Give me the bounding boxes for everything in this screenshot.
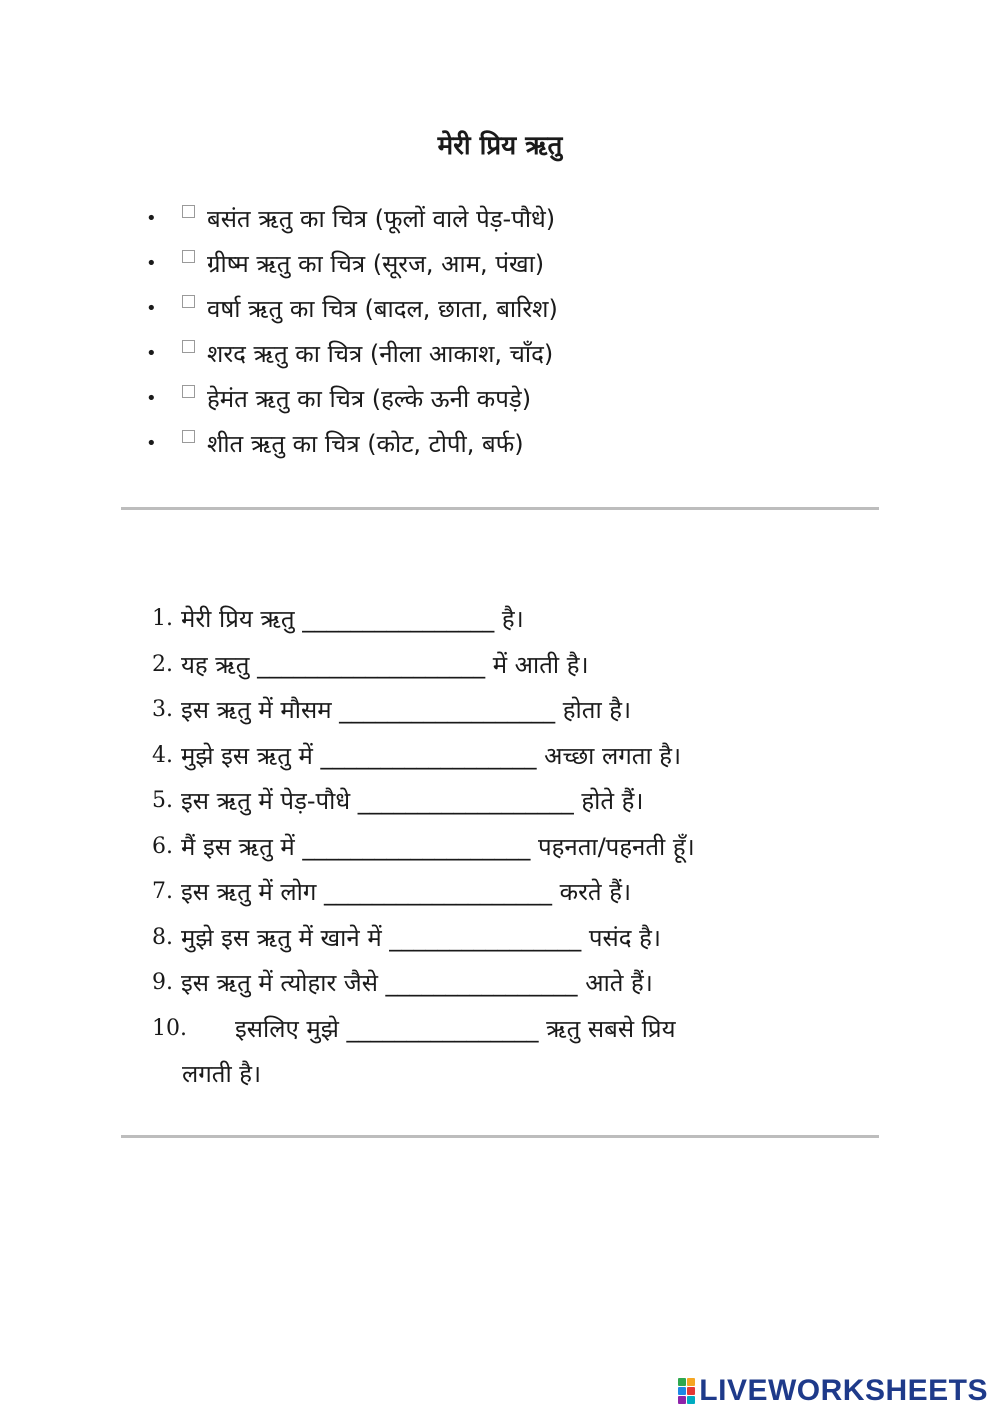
question-text: मुझे इस ऋतु में __________________ अच्छा लगता है।: [181, 741, 682, 770]
divider: [121, 507, 879, 510]
divider: [121, 1135, 879, 1138]
question-text: यह ऋतु ___________________ में आती है।: [181, 650, 589, 679]
question-number: 7.: [152, 879, 173, 905]
question-text: इसलिए मुझे ________________ ऋतु सबसे प्रिय: [235, 1014, 676, 1043]
question-item: [152, 642, 872, 688]
question-item: [152, 596, 872, 642]
checklist-item-label: वर्षा ऋतु का चित्र (बादल, छाता, बारिश): [207, 295, 558, 323]
question-text: इस ऋतु में त्योहार जैसे ________________ आते हैं।: [181, 969, 653, 998]
question-item: [152, 778, 872, 824]
bullet: •: [146, 388, 157, 409]
question-text: लगती है।: [182, 1060, 262, 1089]
checklist-item-label: हेमंत ऋतु का चित्र (हल्के ऊनी कपड़े): [207, 385, 532, 413]
checkbox[interactable]: [182, 295, 195, 308]
checklist-item-label: ग्रीष्म ऋतु का चित्र (सूरज, आम, पंखा): [207, 250, 545, 278]
checklist-item-label: शीत ऋतु का चित्र (कोट, टोपी, बर्फ): [207, 430, 524, 458]
checkbox[interactable]: [182, 430, 195, 443]
bullet: •: [146, 298, 157, 319]
bullet: •: [146, 253, 157, 274]
list-item: [146, 421, 558, 466]
checkbox[interactable]: [182, 250, 195, 263]
question-text: मुझे इस ऋतु में खाने में ________________ पसंद है।: [181, 923, 661, 952]
question-number: 5.: [152, 788, 173, 814]
list-item: [146, 331, 558, 376]
question-item: [152, 915, 872, 961]
checklist-item-label: बसंत ऋतु का चित्र (फूलों वाले पेड़-पौधे): [207, 205, 556, 233]
checklist-item-label: शरद ऋतु का चित्र (नीला आकाश, चाँद): [207, 340, 554, 368]
question-item: [152, 733, 872, 779]
question-text: मैं इस ऋतु में ___________________ पहनता/पहनती हूँ।: [181, 832, 695, 861]
question-text: इस ऋतु में मौसम __________________ होता है।: [181, 696, 632, 725]
question-text: इस ऋतु में पेड़-पौधे __________________ होते हैं।: [181, 787, 644, 816]
question-number: 9.: [152, 970, 173, 996]
picture-checklist: [146, 196, 558, 466]
question-number: 1.: [152, 606, 173, 632]
question-number: 4.: [152, 742, 173, 768]
fill-in-questions: [152, 596, 872, 1097]
bullet: •: [146, 343, 157, 364]
list-item: [146, 196, 558, 241]
question-text: मेरी प्रिय ऋतु ________________ है।: [181, 605, 524, 634]
question-number: 10.: [152, 1015, 187, 1041]
checkbox[interactable]: [182, 385, 195, 398]
checkbox[interactable]: [182, 340, 195, 353]
question-number: 8.: [152, 924, 173, 950]
logo-text: LIVEWORKSHEETS: [699, 1374, 988, 1407]
list-item: [146, 241, 558, 286]
bullet: •: [146, 208, 157, 229]
question-item: [152, 824, 872, 870]
question-number: 6.: [152, 833, 173, 859]
question-item: [152, 1006, 872, 1052]
question-number: 3.: [152, 697, 173, 723]
bullet: •: [146, 433, 157, 454]
checkbox[interactable]: [182, 205, 195, 218]
question-text: इस ऋतु में लोग ___________________ करते हैं।: [181, 878, 632, 907]
question-item: [152, 960, 872, 1006]
list-item: [146, 376, 558, 421]
liveworksheets-logo: [678, 1374, 988, 1408]
question-item: [152, 869, 872, 915]
logo-mark-icon: [678, 1378, 695, 1404]
question-item: [152, 687, 872, 733]
list-item: [146, 286, 558, 331]
page-title: मेरी प्रिय ऋतु: [437, 131, 563, 161]
question-continuation: [152, 1051, 872, 1097]
question-number: 2.: [152, 651, 173, 677]
